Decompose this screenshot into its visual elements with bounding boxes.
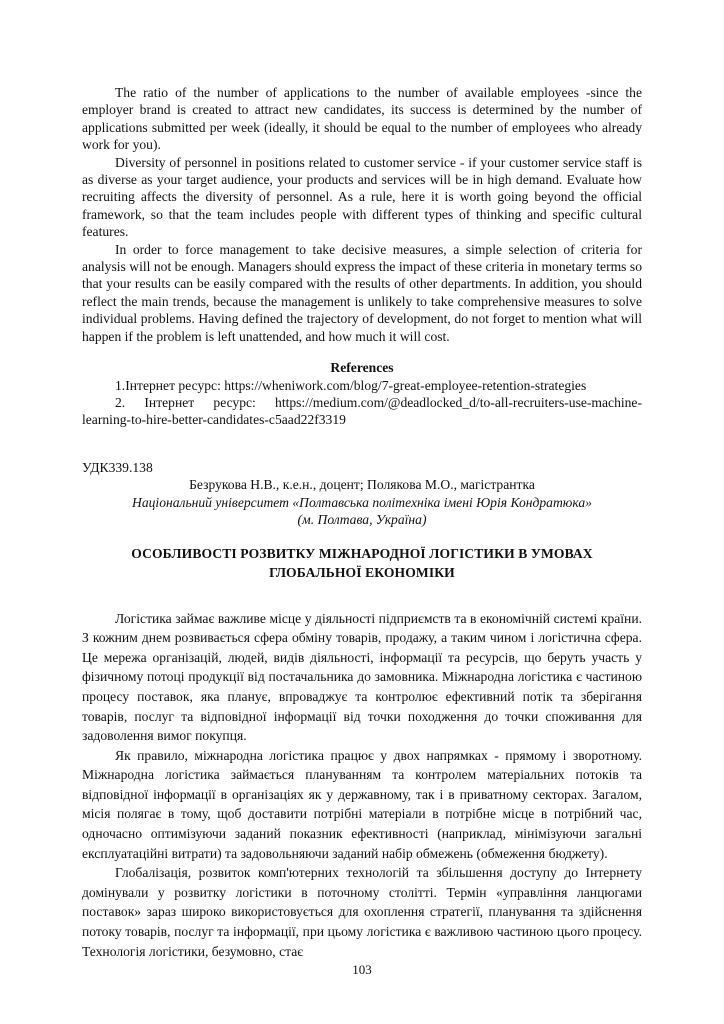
udc-code: УДК339.138 xyxy=(82,459,153,475)
section-spacer-1 xyxy=(82,429,642,459)
article-affiliation: Національний університет «Полтавська політехніка імені Юрія Кондратюка» xyxy=(132,494,592,510)
section-spacer-2 xyxy=(82,528,642,545)
references-heading: References xyxy=(330,360,394,376)
article-title-line-1: ОСОБЛИВОСТІ РОЗВИТКУ МІЖНАРОДНОЇ ЛОГІСТИКИ В УМОВАХ xyxy=(131,546,593,562)
english-paragraph-1: The ratio of the number of applications to the number of available employees -since the employer brand is created to attract new candidates, its success is determined by the number of applications submitted per week (ideally, it should be equal to the number of employees who already work for you). xyxy=(82,85,642,153)
article-city: (м. Полтава, Україна) xyxy=(297,511,427,527)
article-paragraph-3: Глобалізація, розвиток комп'ютерних технологій та збільшення доступу до Інтернету домінували у розвитку логістики в поточному столітті. Термін «управління ланцюгами поставок» зараз широко використовується для охоплення стратегії, планування та здійснення потоку товарів, послуг та інформації, при цьому логістика є важливою частиною цього процесу. Технологія логістики, безумовно, стає xyxy=(82,865,642,959)
article-authors: Безрукова Н.В., к.е.н., доцент; Полякова М.О., магістрантка xyxy=(189,477,535,493)
page-number: 103 xyxy=(352,962,372,977)
english-paragraph-2: Diversity of personnel in positions related to customer service - if your customer service staff is as diverse as your target audience, your products and services will be in high demand. Evaluate how recruiting affects the diversity of personnel. As a rule, here it is worth going beyond the official framework, so that the team includes people with different types of thinking and specific cultural features. xyxy=(82,154,642,240)
page-content xyxy=(82,84,642,961)
article-title-line-2: ГЛОБАЛЬНОЇ ЕКОНОМІКИ xyxy=(269,564,455,580)
reference-item-1: 1.Інтернет ресурс: https://wheniwork.com/blog/7-great-employee-retention-strategies xyxy=(115,377,587,393)
english-paragraph-3: In order to force management to take decisive measures, a simple selection of criteria for analysis will not be enough. Managers should express the impact of these criteria in monetary terms so that your results can be easily compared with the results of other departments. In addition, you should reflect the main trends, because the management is unlikely to take comprehensive measures to solve individual problems. Having defined the trajectory of development, do not forget to mention what will happen if the problem is left unattended, and how much it will cost. xyxy=(82,241,642,344)
reference-item-2: 2. Інтернет ресурс: https://medium.com/@deadlocked_d/to-all-recruiters-use-machine-learning-to-hire-better-candidates-c5aad22f3319 xyxy=(82,394,642,428)
section-spacer-3 xyxy=(82,583,642,609)
article-paragraph-2: Як правило, міжнародна логістика працює у двох напрямках - прямому і зворотному. Міжнародна логістика займається плануванням та контролем матеріальних потоків та відповідної інформації в організаціях як у державному, так і в приватному секторах. Загалом, місія полягає в тому, щоб доставити потрібні матеріали в потрібне місце в потрібний час, одночасно оптимізуючи заданий показник ефективності (наприклад, мінімізуючи загальні експлуатаційні витрати) та задовольняючи заданий набір обмежень (обмеження бюджету). xyxy=(82,747,642,861)
article-paragraph-1: Логістика займає важливе місце у діяльності підприємств та в економічній системі країни. З кожним днем розвивається сфера обміну товарів, продажу, а таким чином і логістична сфера. Це мережа організацій, людей, видів діяльності, інформації та ресурсів, що беруть участь у фізичному потоці продукції від постачальника до замовника. Міжнародна логістика є частиною процесу поставок, яка планує, впроваджує та контролює ефективний потік та зберігання товарів, послуг та відповідної інформації від точки походження до точки споживання для задоволення вимог покупця. xyxy=(82,610,642,744)
